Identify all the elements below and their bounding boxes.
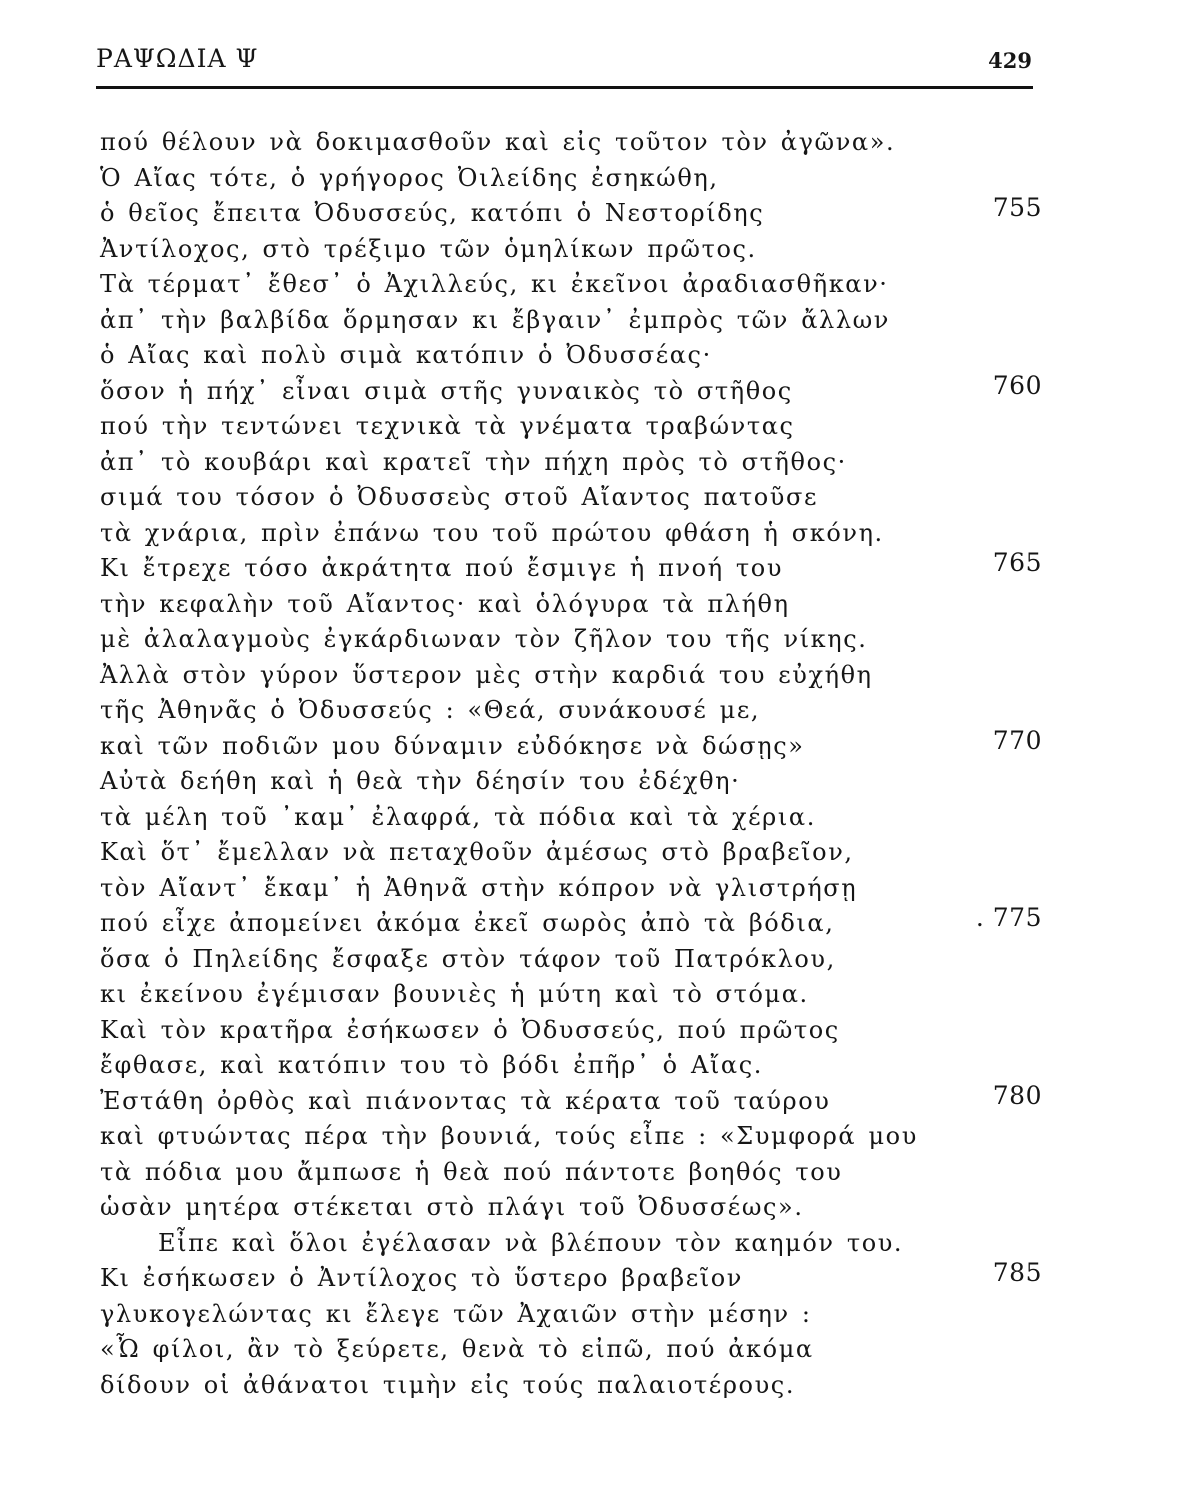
verse-text: καὶ φτυώντας πέρα τὴν βουνιά, τούς εἶπε : «Συμφορά μου: [100, 1122, 918, 1150]
verse-text: «Ὦ φίλοι, ἂν τὸ ξεύρετε, θενὰ τὸ εἰπῶ, πού ἀκόμα: [100, 1335, 814, 1363]
verse-text: πού εἶχε ἀπομείνει ἀκόμα ἐκεῖ σωρὸς ἀπὸ τὰ βόδια,: [100, 909, 835, 937]
verse-text: ὁ θεῖος ἔπειτα Ὀδυσσεύς, κατόπι ὁ Νεστορίδης: [100, 199, 765, 227]
verse-text: τὸν Αἴαντ᾽ ἔκαμ᾽ ἡ Ἀθηνᾶ στὴν κόπρον νὰ γλιστρήσῃ: [100, 873, 858, 902]
verse-line: [100, 303, 1060, 339]
verse-line: [100, 125, 1060, 161]
line-number: 760: [992, 370, 1042, 400]
verse-line: [100, 942, 1060, 978]
verse-line: [100, 835, 1060, 871]
verse-line: [100, 977, 1060, 1013]
verse-line: [100, 800, 1060, 836]
verse-line: [100, 658, 1060, 694]
verse-line: [100, 1368, 1060, 1404]
verse-text: ὡσὰν μητέρα στέκεται στὸ πλάγι τοῦ Ὀδυσσέως».: [100, 1193, 804, 1221]
verse-text: τὴν κεφαλὴν τοῦ Αἴαντος· καὶ ὁλόγυρα τὰ πλήθη: [100, 589, 790, 618]
verse-line: [100, 1297, 1060, 1333]
verse-text: ἔφθασε, καὶ κατόπιν του τὸ βόδι ἐπῆρ᾽ ὁ Αἴας.: [100, 1051, 763, 1079]
verse-line: [100, 693, 1060, 729]
verse-line: [100, 587, 1060, 623]
verse-text: Κι ἐσήκωσεν ὁ Ἀντίλοχος τὸ ὕστερο βραβεῖον: [100, 1264, 744, 1292]
verse-block: [100, 125, 1060, 1403]
line-number: 765: [992, 548, 1042, 577]
verse-text: ὅσον ἡ πήχ᾽ εἶναι σιμὰ στῆς γυναικὸς τὸ στῆθος: [100, 376, 793, 405]
verse-text: Κι ἔτρεχε τόσο ἀκράτητα πού ἔσμιγε ἡ πνοή του: [100, 554, 784, 582]
verse-line: [100, 409, 1060, 445]
header-rule: [96, 86, 1033, 89]
verse-text: σιμά του τόσον ὁ Ὀδυσσεὺς στοῦ Αἴαντος πατοῦσε: [100, 483, 818, 511]
verse-text: ὁ Αἴας καὶ πολὺ σιμὰ κατόπιν ὁ Ὀδυσσέας·: [100, 341, 712, 369]
verse-line: [100, 267, 1060, 303]
line-number: 780: [992, 1080, 1042, 1110]
verse-text: Εἶπε καὶ ὅλοι ἐγέλασαν νὰ βλέπουν τὸν καημόν του.: [158, 1228, 904, 1257]
verse-text: δίδουν οἱ ἀθάνατοι τιμὴν εἰς τούς παλαιοτέρους.: [100, 1370, 796, 1399]
verse-text: Ἀντίλοχος, στὸ τρέξιμο τῶν ὁμηλίκων πρῶτος.: [100, 234, 757, 263]
verse-text: ὅσα ὁ Πηλείδης ἔσφαξε στὸν τάφον τοῦ Πατρόκλου,: [100, 944, 836, 973]
verse-text: τῆς Ἀθηνᾶς ὁ Ὀδυσσεύς : «Θεά, συνάκουσέ με,: [100, 696, 761, 724]
verse-text: μὲ ἀλαλαγμοὺς ἐγκάρδιωναν τὸν ζῆλον του τῆς νίκης.: [100, 625, 868, 653]
verse-text: Τὰ τέρματ᾽ ἔθεσ᾽ ὁ Ἀχιλλεύς, κι ἐκεῖνοι ἀραδιασθῆκαν·: [100, 270, 889, 298]
verse-line: [100, 161, 1060, 197]
verse-text: καὶ τῶν ποδιῶν μου δύναμιν εὐδόκησε νὰ δώσῃς»: [100, 731, 805, 760]
verse-text: ἀπ᾽ τὸ κουβάρι καὶ κρατεῖ τὴν πήχη πρὸς τὸ στῆθος·: [100, 447, 847, 476]
verse-text: Ἀλλὰ στὸν γύρον ὕστερον μὲς στὴν καρδιά του εὐχήθη: [100, 660, 873, 689]
verse-text: τὰ χνάρια, πρὶν ἐπάνω του τοῦ πρώτου φθάση ἡ σκόνη.: [100, 518, 884, 547]
verse-line: [100, 1048, 1060, 1084]
verse-text: Ἐστάθη ὀρθὸς καὶ πιάνοντας τὰ κέρατα τοῦ ταύρου: [100, 1086, 831, 1115]
verse-line: [100, 193, 1060, 232]
verse-line: [100, 338, 1060, 374]
verse-text: τὰ μέλη τοῦ ᾽καμ᾽ ἐλαφρά, τὰ πόδια καὶ τὰ χέρια.: [100, 802, 816, 831]
verse-line: [100, 764, 1060, 800]
verse-text: Ὁ Αἴας τότε, ὁ γρήγορος Ὀιλείδης ἐσηκώθη,: [100, 163, 719, 192]
verse-line: [100, 232, 1060, 268]
verse-line: [100, 516, 1060, 552]
line-number: 770: [992, 725, 1042, 755]
verse-text: γλυκογελώντας κι ἔλεγε τῶν Ἀχαιῶν στὴν μέσην :: [100, 1299, 812, 1328]
verse-line: [100, 1155, 1060, 1191]
verse-text: Αὐτὰ δεήθη καὶ ἡ θεὰ τὴν δέησίν του ἐδέχθη·: [100, 767, 741, 795]
verse-line: [100, 725, 1060, 765]
rhapsody-title: ΡΑΨΩΔΙΑ Ψ: [96, 44, 259, 73]
verse-text: τὰ πόδια μου ἄμπωσε ἡ θεὰ πού πάντοτε βοηθός του: [100, 1157, 843, 1186]
verse-text: πού θέλουν νὰ δοκιμασθοῦν καὶ εἰς τοῦτον τὸν ἀγῶνα».: [100, 128, 896, 156]
running-head: [96, 44, 1032, 84]
line-number: . 775: [975, 903, 1042, 932]
verse-text: Καὶ τὸν κρατῆρα ἐσήκωσεν ὁ Ὀδυσσεύς, πού πρῶτος: [100, 1015, 840, 1044]
verse-line: [100, 1258, 1060, 1297]
verse-line: [100, 1332, 1060, 1368]
verse-line: [100, 871, 1060, 907]
verse-line: [100, 1080, 1060, 1120]
verse-line: [100, 480, 1060, 516]
verse-text: Καὶ ὅτ᾽ ἔμελλαν νὰ πεταχθοῦν ἀμέσως στὸ βραβεῖον,: [100, 838, 854, 866]
verse-line: [100, 1190, 1060, 1226]
verse-line: [100, 903, 1060, 942]
verse-line: [100, 622, 1060, 658]
verse-line: [100, 370, 1060, 410]
verse-line: [100, 548, 1060, 587]
verse-text: πού τὴν τεντώνει τεχνικὰ τὰ γνέματα τραβώντας: [100, 412, 795, 440]
verse-line: [100, 1226, 1060, 1262]
verse-line: [100, 1119, 1060, 1155]
verse-text: κι ἐκείνου ἐγέμισαν βουνιὲς ἡ μύτη καὶ τὸ στόμα.: [100, 980, 809, 1008]
verse-line: [100, 445, 1060, 481]
page-number: 429: [988, 48, 1032, 73]
line-number: 755: [992, 193, 1042, 222]
verse-text: ἀπ᾽ τὴν βαλβίδα ὅρμησαν κι ἔβγαιν᾽ ἐμπρὸς τῶν ἄλλων: [100, 305, 890, 334]
verse-line: [100, 1013, 1060, 1049]
line-number: 785: [992, 1258, 1042, 1287]
